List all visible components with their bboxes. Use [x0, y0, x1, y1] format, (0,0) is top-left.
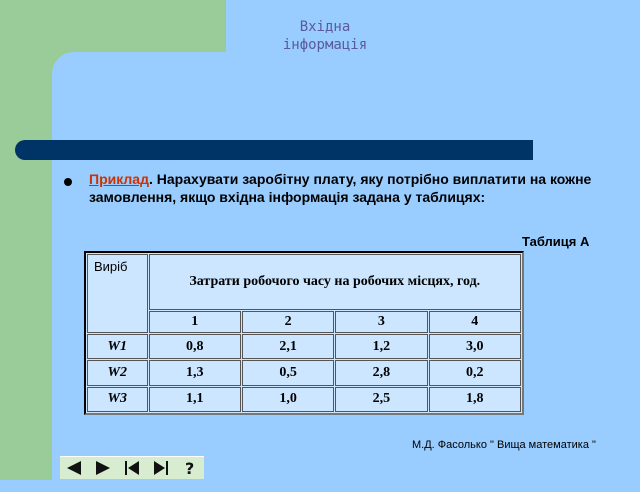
table-cell: 1,3	[149, 360, 241, 385]
table-row	[87, 360, 521, 385]
table-cell: 2,8	[335, 360, 427, 385]
row-label: W2	[87, 360, 148, 385]
table-cell: 1,8	[429, 387, 521, 412]
table-row	[87, 387, 521, 412]
table-cell: 1,1	[149, 387, 241, 412]
table-cell: 1,0	[242, 387, 334, 412]
title-divider-bar	[15, 140, 533, 160]
table-cell: 1,2	[335, 334, 427, 359]
bullet-point	[64, 178, 72, 186]
example-paragraph	[89, 170, 609, 206]
first-slide-icon	[123, 460, 141, 476]
table-cell: 0,8	[149, 334, 241, 359]
table-cell: 0,5	[242, 360, 334, 385]
slide-navigation-bar	[60, 456, 204, 479]
next-slide-button[interactable]	[90, 459, 116, 477]
column-header: 4	[429, 311, 521, 333]
table-cell: 0,2	[429, 360, 521, 385]
last-slide-icon	[152, 460, 170, 476]
column-header: 2	[242, 311, 334, 333]
table-cell: 2,1	[242, 334, 334, 359]
column-header: 1	[149, 311, 241, 333]
row-label: W3	[87, 387, 148, 412]
data-table	[84, 251, 524, 415]
table-row	[87, 334, 521, 359]
slide-title: Вхідна інформація	[282, 19, 368, 53]
table-caption: Таблиця А	[522, 234, 590, 249]
example-text: . Нарахувати заробітну плату, яку потрібно виплатити на кожне замовлення, якщо вхідна інформація задана у таблицях:	[89, 171, 592, 205]
table-cell: 3,0	[429, 334, 521, 359]
row-label: W1	[87, 334, 148, 359]
help-button[interactable]	[177, 459, 203, 477]
previous-slide-button[interactable]	[61, 459, 87, 477]
example-label: Приклад	[89, 171, 149, 187]
table-cell: 2,5	[335, 387, 427, 412]
next-slide-icon	[94, 460, 112, 476]
previous-slide-icon	[65, 460, 83, 476]
help-icon: ?	[184, 458, 195, 478]
author-credit: М.Д. Фасолько " Вища математика "	[412, 439, 596, 451]
table-corner-label: Виріб	[87, 254, 148, 333]
column-header: 3	[335, 311, 427, 333]
table-group-header: Затрати робочого часу на робочих місцях, год.	[149, 254, 521, 310]
last-slide-button[interactable]	[148, 459, 174, 477]
first-slide-button[interactable]	[119, 459, 145, 477]
